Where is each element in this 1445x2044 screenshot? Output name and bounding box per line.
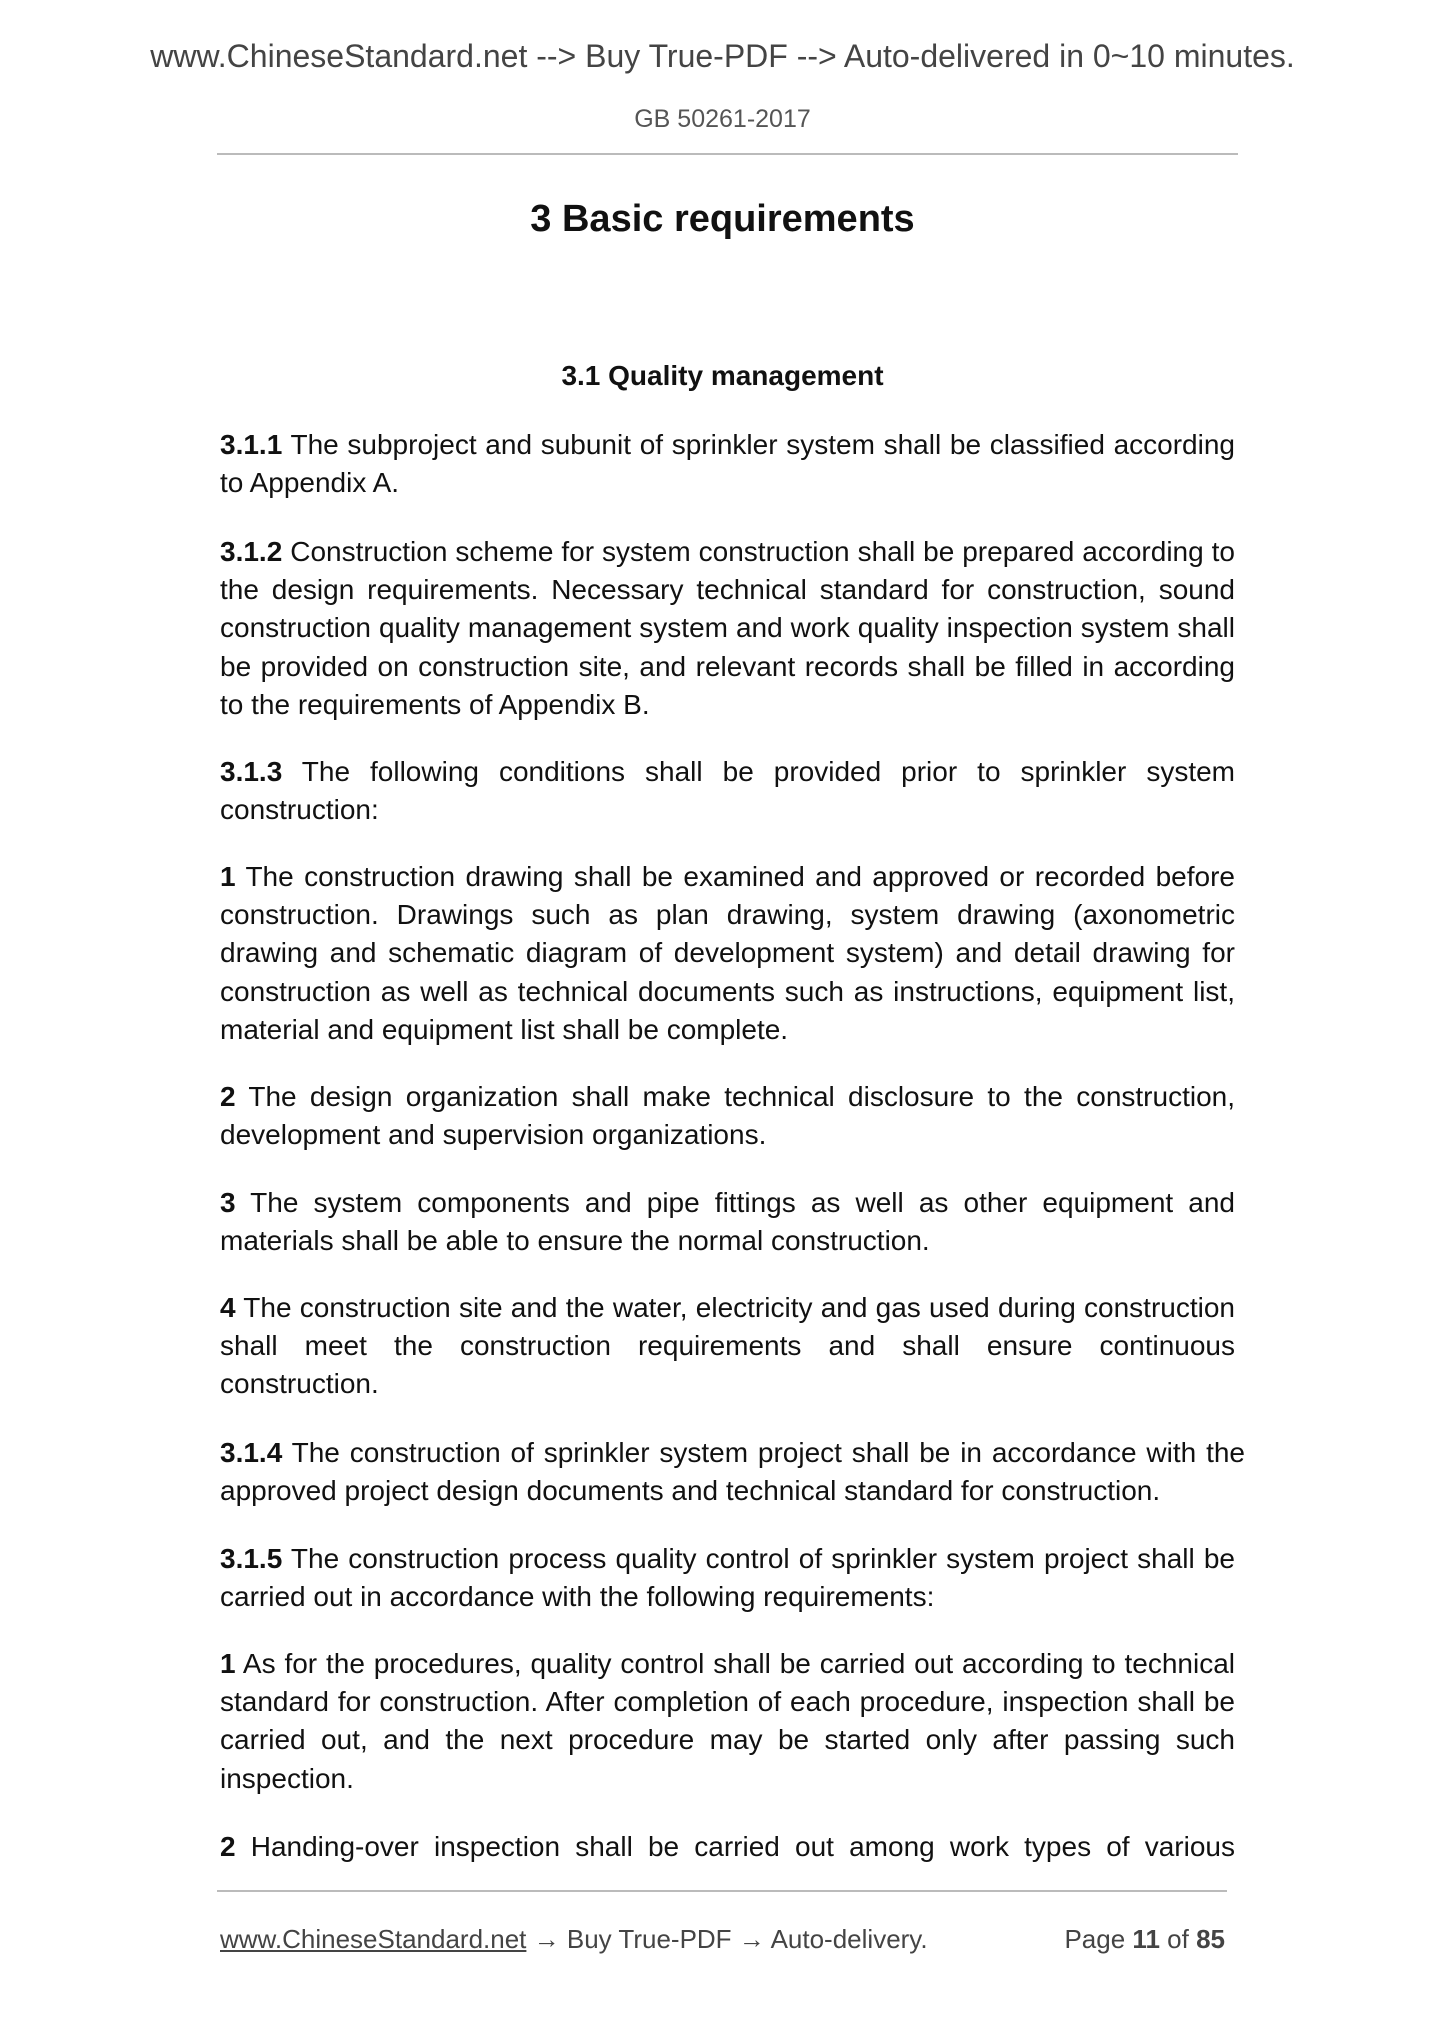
paragraph-text: As for the procedures, quality control shall be carried out according to technical standard for construction. After completion of each procedure, inspection shall be carried out, and the next procedure may be started only after passing such inspection. (220, 1648, 1235, 1794)
paragraph (220, 1828, 1235, 1866)
chapter-title: 3 Basic requirements (530, 198, 915, 240)
paragraph-text: Construction scheme for system construction shall be prepared according to the design requirements. Necessary technical standard for construction, sound construction quality management system and work quality inspection system shall be provided on construction site, and relevant records shall be filled in according to the requirements of Appendix B. (220, 536, 1235, 720)
clause-number: 3.1.3 (220, 756, 283, 787)
header-banner: www.ChineseStandard.net --> Buy True-PDF --> Auto-delivered in 0~10 minutes. (150, 38, 1295, 74)
paragraph-text: The following conditions shall be provided prior to sprinkler system construction: (220, 756, 1235, 826)
paragraph (220, 1645, 1235, 1798)
paragraph (220, 426, 1235, 502)
paragraph-text: The construction of sprinkler system project shall be in accordance with the approved project design documents and technical standard for construction. (220, 1437, 1245, 1507)
clause-number: 3.1.1 (220, 429, 283, 460)
paragraph-text: The system components and pipe fittings as well as other equipment and materials shall be able to ensure the normal construction. (220, 1187, 1235, 1257)
clause-number: 3.1.5 (220, 1543, 283, 1574)
paragraph (220, 1434, 1245, 1510)
section-title: 3.1 Quality management (561, 360, 884, 391)
page-current: 11 (1132, 1924, 1160, 1954)
clause-number: 1 (220, 1648, 236, 1679)
footer (220, 1924, 1225, 1955)
footer-divider (217, 1890, 1227, 1892)
clause-number: 3.1.2 (220, 536, 283, 567)
paragraph-text: The construction drawing shall be examined and approved or recorded before construction. Drawings such as plan drawing, system drawing (axonometric drawing and schematic diagram of development system) and detail drawing for construction as well as technical documents such as instructions, equipment list, material and equipment list shall be complete. (220, 861, 1235, 1045)
page-label: Page (1064, 1924, 1126, 1954)
paragraph-text: The construction process quality control of sprinkler system project shall be carried out in accordance with the following requirements: (220, 1543, 1235, 1613)
paragraph (220, 1540, 1235, 1616)
paragraph (220, 858, 1235, 1049)
footer-promo-text: → Buy True-PDF → Auto-delivery. (526, 1924, 928, 1954)
clause-number: 4 (220, 1292, 236, 1323)
paragraph (220, 533, 1235, 724)
paragraph (220, 1184, 1235, 1260)
site-link[interactable]: www.ChineseStandard.net (220, 1924, 527, 1954)
header-divider (217, 153, 1238, 155)
paragraph-text: Handing-over inspection shall be carried out among work types of various (235, 1831, 1235, 1862)
clause-number: 1 (220, 861, 236, 892)
paragraph (220, 1289, 1235, 1404)
clause-number: 2 (220, 1081, 236, 1112)
page-total: 85 (1196, 1924, 1225, 1954)
clause-number: 2 (220, 1831, 236, 1862)
clause-number: 3.1.4 (220, 1437, 283, 1468)
paragraph (220, 1078, 1235, 1154)
standard-number: GB 50261-2017 (634, 105, 811, 133)
paragraph-text: The construction site and the water, electricity and gas used during construction shall meet the construction requirements and shall ensure continuous construction. (220, 1292, 1235, 1400)
clause-number: 3 (220, 1187, 236, 1218)
paragraph-text: The subproject and subunit of sprinkler system shall be classified according to Appendix A. (220, 429, 1235, 499)
page-indicator (1064, 1924, 1225, 1955)
footer-promo (220, 1924, 928, 1955)
of-label: of (1167, 1924, 1189, 1954)
paragraph-text: The design organization shall make technical disclosure to the construction, development and supervision organizations. (220, 1081, 1235, 1151)
paragraph (220, 753, 1235, 829)
